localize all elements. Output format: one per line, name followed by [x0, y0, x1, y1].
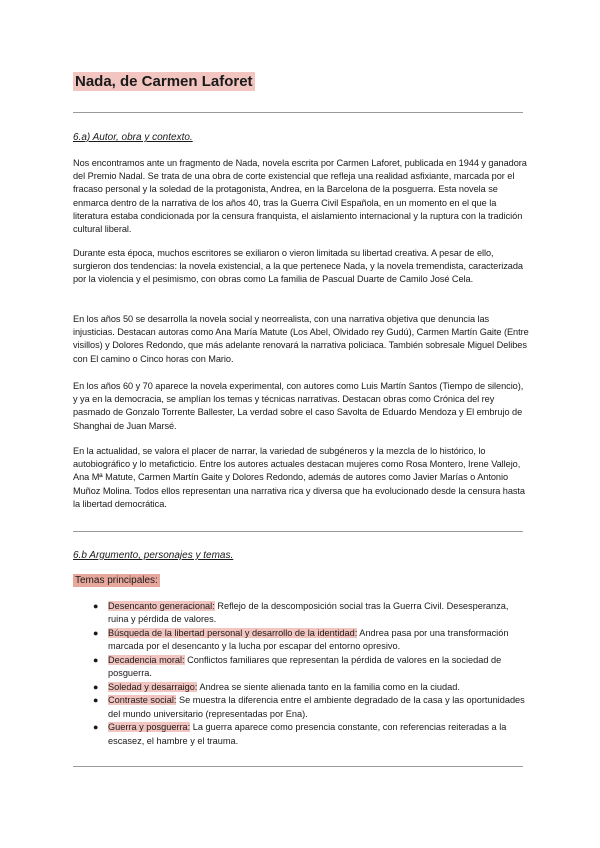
- list-item: [93, 600, 529, 626]
- tema-text: La guerra aparece como presencia constante, con referencias reiteradas a la escasez, el hambre y el trauma.: [108, 722, 507, 746]
- tema-text: Andrea se siente alienada tanto en la familia como en la ciudad.: [197, 681, 460, 692]
- tema-text: Conflictos familiares que representan la pérdida de valores en la sociedad de posguerra.: [108, 654, 502, 679]
- tema-text: Reflejo de la descomposición social tras la Guerra Civil. Desesperanza, ruina y pérdida de valores.: [108, 601, 509, 625]
- section-b-heading: 6.b Argumento, personajes y temas.: [73, 550, 234, 561]
- temas-label: Temas principales:: [75, 575, 158, 586]
- paragraph-2: Durante esta época, muchos escritores se exiliaron o vieron limitada su libertad creativa. A pesar de ello, surgieron dos tendencias: la novela existencial, a la que pertenece Nada, y la novela tremendista, caracterizada por la violencia y el pesimismo, con obras como La familia de Pascual Duarte de Camilo José Cela.: [73, 248, 523, 285]
- paragraph-1: Nos encontramos ante un fragmento de Nada, novela escrita por Carmen Laforet, publicada en 1944 y ganadora del Premio Nadal. Se trata de una obra de corte existencial que refleja una realidad asfixiante, marcada por el fracaso personal y la soledad de la protagonista, Andrea, en la Barcelona de la posguerra. Esta novela se enmarca dentro de la narrativa de los años 40, tras la Guerra Civil Española, en un momento en el que la literatura estaba condicionada por la censura franquista, el aislamiento internacional y la ruptura con la tradición cultural liberal.: [73, 158, 527, 235]
- divider: [73, 766, 523, 767]
- tema-term: Contraste social:: [108, 695, 177, 706]
- section-a-heading: 6.a) Autor, obra y contexto.: [73, 132, 193, 143]
- bullet-icon: ●: [93, 681, 99, 692]
- divider: [73, 112, 523, 113]
- divider: [73, 531, 523, 532]
- list-item: [93, 721, 529, 747]
- list-item: [93, 627, 529, 653]
- bullet-icon: ●: [93, 722, 99, 733]
- bullet-icon: ●: [93, 601, 99, 611]
- paragraph-3: En los años 50 se desarrolla la novela social y neorrealista, con una narrativa objetiva que denuncia las injusticias. Destacan autoras como Ana María Matute (Los Abel, Olvidado rey Gudú), Carmen Martín Gaite (Entre visillos) y Dolores Redondo, que más adelante renovará la narrativa policiaca. También sobresale Miguel Delibes con El camino o Cinco horas con Mario.: [73, 314, 529, 364]
- tema-term: Guerra y posguerra:: [108, 722, 191, 733]
- paragraph-4: En los años 60 y 70 aparece la novela experimental, con autores como Luis Martín Santos (Tiempo de silencio), y ya en la democracia, se amplían los temas y técnicas narrativas. Destacan obras como Crónica del rey pasmado de Gonzalo Torrente Ballester, La verdad sobre el caso Savolta de Eduardo Mendoza y El embrujo de Shanghai de Juan Marsé.: [73, 381, 524, 431]
- bullet-icon: ●: [93, 654, 99, 665]
- tema-term: Búsqueda de la libertad personal y desarrollo de la identidad:: [108, 627, 358, 638]
- tema-term: Soledad y desarraigo:: [108, 681, 198, 692]
- bullet-icon: ●: [93, 695, 99, 706]
- tema-term: Desencanto generacional:: [108, 601, 215, 611]
- document-title: Nada, de Carmen Laforet: [75, 73, 253, 90]
- tema-term: Decadencia moral:: [108, 654, 185, 665]
- list-item: [93, 694, 529, 720]
- tema-text: Andrea pasa por una transformación marcada por el desencanto y la lucha por escapar del entorno opresivo.: [108, 627, 509, 652]
- temas-list: [93, 600, 529, 748]
- list-item: [93, 654, 529, 680]
- paragraph-5: En la actualidad, se valora el placer de narrar, la variedad de subgéneros y la mezcla de lo histórico, lo autobiográfico y lo metaficticio. Entre los autores actuales destacan mujeres como Rosa Montero, Irene Vallejo, Ana Mª Matute, Carmen Martín Gaite y Dolores Redondo, además de autores como Javier Marías o Antonio Muñoz Molina. Todos ellos representan una narrativa rica y diversa que ha evolucionado desde la censura hasta la libertad democrática.: [73, 446, 525, 509]
- list-item: [93, 681, 529, 694]
- bullet-icon: ●: [93, 627, 99, 638]
- tema-text: Se muestra la diferencia entre el ambiente degradado de la casa y las oportunidades del mundo universitario (representadas por Ena).: [108, 695, 525, 719]
